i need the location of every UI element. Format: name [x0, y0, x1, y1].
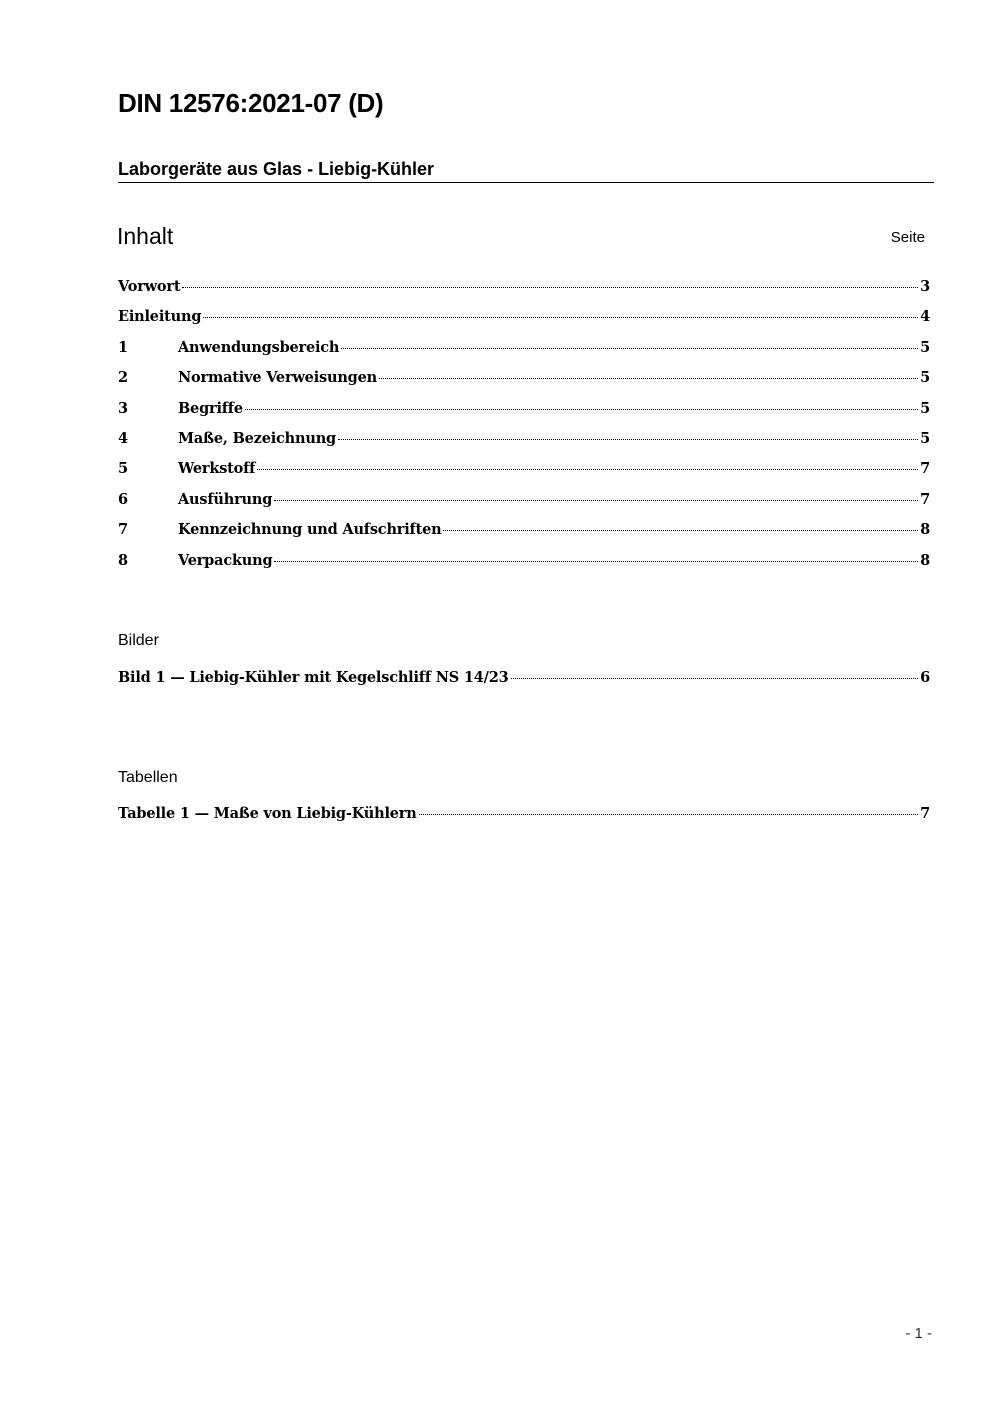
toc-entry-title: Ausführung [178, 490, 273, 508]
document-subtitle: Laborgeräte aus Glas - Liebig-Kühler [118, 159, 435, 179]
toc-entry-title: Anwendungsbereich [178, 338, 340, 356]
toc-entry-normative-verweisungen[interactable] [118, 369, 930, 399]
dot-leader [511, 678, 919, 679]
dot-leader [203, 317, 918, 318]
document-title: DIN 12576:2021-07 (D) [118, 88, 384, 118]
tables-heading: Tabellen [118, 769, 178, 786]
toc-entry-number: 8 [118, 551, 128, 569]
dot-leader [182, 287, 918, 288]
toc-entry-begriffe[interactable] [118, 400, 930, 430]
dot-leader [341, 348, 918, 349]
toc-entry-page: 8 [920, 521, 930, 539]
dot-leader [274, 561, 918, 562]
toc-entry-page: 8 [920, 551, 930, 569]
toc-entry-einleitung[interactable] [118, 308, 930, 338]
toc-entry-page: 5 [920, 399, 930, 417]
figure-entry-page: 6 [920, 669, 930, 686]
table-entry-page: 7 [920, 805, 930, 822]
toc-entry-title: Einleitung [118, 308, 202, 326]
toc-heading: Inhalt [117, 223, 174, 249]
dot-leader [379, 378, 918, 379]
toc-entry-verpackung[interactable] [118, 552, 930, 582]
figures-heading: Bilder [118, 632, 159, 649]
toc-entry-kennzeichnung[interactable] [118, 521, 930, 551]
dot-leader [338, 439, 918, 440]
figure-entry[interactable] [118, 669, 930, 699]
toc-entry-page: 5 [920, 338, 930, 356]
toc-entry-page: 5 [920, 369, 930, 387]
toc-entry-anwendungsbereich[interactable] [118, 339, 930, 369]
list-of-tables [118, 805, 930, 835]
toc-entry-title: Werkstoff [178, 460, 256, 478]
dot-leader [245, 409, 918, 410]
table-of-contents [118, 278, 930, 582]
table-entry[interactable] [118, 805, 930, 835]
toc-entry-werkstoff[interactable] [118, 460, 930, 490]
toc-entry-number: 2 [118, 369, 128, 387]
toc-entry-ausfuehrung[interactable] [118, 491, 930, 521]
page-number: - 1 - [905, 1325, 932, 1342]
toc-entry-number: 7 [118, 521, 128, 539]
toc-entry-masse-bezeichnung[interactable] [118, 430, 930, 460]
dot-leader [419, 814, 919, 815]
page-column-label: Seite [890, 229, 925, 246]
list-of-figures [118, 669, 930, 699]
table-entry-title: Tabelle 1 — Maße von Liebig-Kühlern [118, 805, 417, 822]
toc-entry-vorwort[interactable] [118, 278, 930, 308]
figure-entry-title: Bild 1 — Liebig-Kühler mit Kegelschliff NS 14/23 [118, 669, 509, 686]
toc-entry-number: 1 [118, 338, 128, 356]
dot-leader [443, 530, 918, 531]
subtitle-block [118, 158, 934, 183]
toc-entry-page: 4 [920, 308, 930, 326]
toc-entry-page: 7 [920, 460, 930, 478]
toc-entry-page: 7 [920, 490, 930, 508]
toc-entry-number: 3 [118, 399, 128, 417]
toc-entry-number: 4 [118, 429, 128, 447]
toc-entry-number: 5 [118, 460, 128, 478]
toc-entry-title: Kennzeichnung und Aufschriften [178, 521, 442, 539]
toc-entry-title: Verpackung [178, 551, 273, 569]
toc-entry-page: 3 [920, 278, 930, 295]
dot-leader [274, 500, 918, 501]
dot-leader [257, 469, 918, 470]
toc-entry-title: Begriffe [178, 399, 243, 417]
toc-entry-title: Normative Verweisungen [178, 369, 377, 387]
toc-entry-title: Vorwort [118, 278, 181, 295]
toc-entry-title: Maße, Bezeichnung [178, 429, 336, 447]
toc-entry-page: 5 [920, 429, 930, 447]
toc-entry-number: 6 [118, 490, 128, 508]
